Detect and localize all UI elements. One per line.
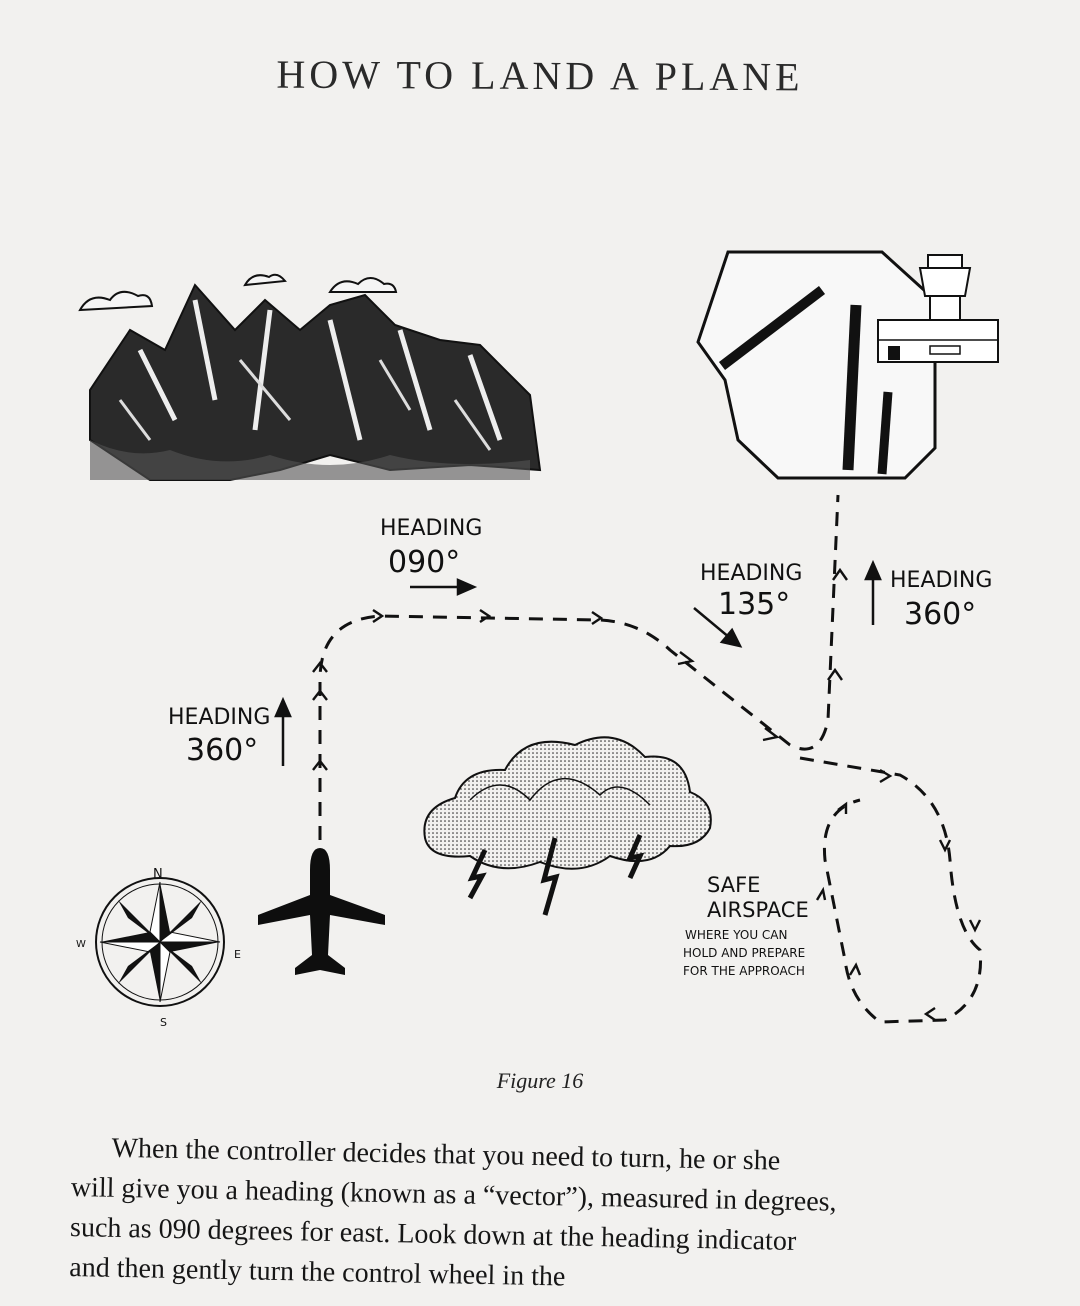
- heading-value: 135°: [718, 587, 791, 622]
- body-line: will give you a heading (known as a “vector”), measured in degrees,: [70, 1171, 837, 1218]
- page-title: HOW TO LAND A PLANE: [276, 51, 804, 100]
- safe-note-2: HOLD AND PREPARE: [683, 946, 806, 960]
- airport-icon: [698, 252, 935, 478]
- storm-cloud-icon: [424, 737, 710, 915]
- compass-s: S: [160, 1016, 167, 1029]
- heading-360-left-label: [168, 705, 270, 768]
- heading-value: 360°: [186, 733, 259, 768]
- heading-value: 360°: [904, 597, 977, 632]
- safe-note-1: WHERE YOU CAN: [685, 928, 788, 942]
- heading-word: HEADING: [380, 516, 483, 541]
- heading-word: HEADING: [890, 568, 993, 593]
- compass-e: E: [234, 948, 241, 961]
- safe-airspace-label: [683, 873, 809, 978]
- heading-135-label: [700, 561, 802, 622]
- body-line: When the controller decides that you need to turn, he or she: [111, 1132, 781, 1177]
- safe-title-1: SAFE: [707, 873, 761, 897]
- compass-rose-icon: [76, 867, 241, 1029]
- airplane-icon: [258, 848, 385, 975]
- heading-090-label: [380, 516, 482, 580]
- heading-word: HEADING: [168, 705, 271, 730]
- mountains-icon: [80, 275, 540, 480]
- body-line: such as 090 degrees for east. Look down at the heading indicator: [69, 1211, 797, 1257]
- heading-word: HEADING: [700, 561, 803, 586]
- heading-value: 090°: [388, 545, 461, 580]
- heading-360-right-label: [890, 568, 992, 632]
- body-line: and then gently turn the control wheel in the: [69, 1251, 566, 1293]
- safe-note-3: FOR THE APPROACH: [683, 964, 805, 978]
- figure-caption: Figure 16: [496, 1068, 584, 1093]
- body-paragraph: [69, 1128, 1002, 1306]
- compass-n: N: [153, 867, 163, 882]
- compass-w: W: [76, 939, 86, 950]
- safe-title-2: AIRSPACE: [707, 898, 809, 922]
